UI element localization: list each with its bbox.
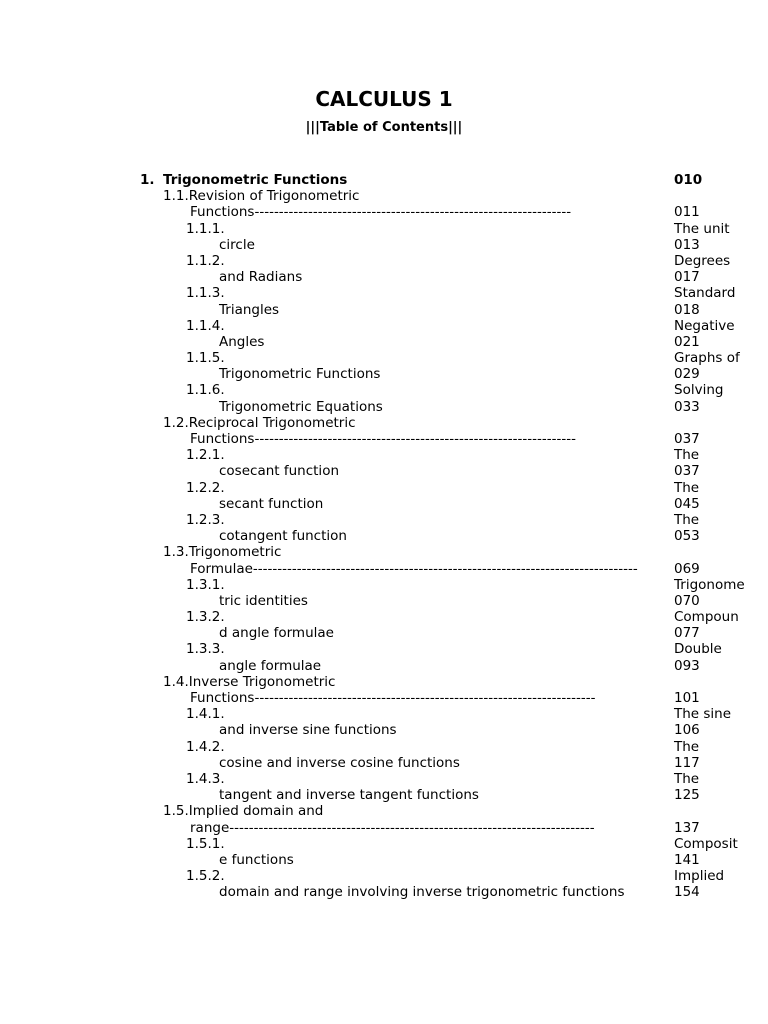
toc-entry-page: 033: [674, 398, 700, 415]
toc-entry: [0, 318, 768, 334]
toc-entry-label: 1.2.1.: [186, 447, 225, 464]
toc-entry-page: The: [674, 511, 700, 528]
toc-entry-label: cotangent function: [219, 528, 347, 545]
toc-entry-page: The: [674, 738, 700, 755]
toc-entry: [0, 285, 768, 301]
toc-entry: [0, 496, 768, 512]
toc-entry: [0, 690, 768, 706]
toc-entry-label: 1.1.6.: [186, 382, 225, 399]
toc-entry: [0, 658, 768, 674]
toc-entry-label: Functions------------------------------------------------------------------: [190, 431, 576, 447]
toc-entry: [0, 674, 768, 690]
toc-entry: [0, 739, 768, 755]
toc-entry-label: cosine and inverse cosine functions: [219, 754, 460, 771]
toc-entry-page: 125: [674, 787, 700, 804]
toc-entry: [0, 609, 768, 625]
toc-entry: [0, 447, 768, 463]
toc-entry: [0, 722, 768, 738]
toc-entry-label: 1.4.1.: [186, 706, 225, 723]
table-of-contents: [0, 172, 768, 900]
toc-entry-label: Formulae-------------------------------------------------------------------------------: [190, 560, 638, 577]
toc-entry: [0, 350, 768, 366]
toc-entry-page: The: [674, 770, 700, 787]
toc-entry-page: 013: [674, 236, 700, 253]
toc-entry-label: and Radians: [219, 269, 303, 286]
toc-entry-page: 141: [674, 851, 700, 868]
toc-entry: [0, 755, 768, 771]
chapter-page-number: 010: [674, 172, 703, 188]
toc-entry-page: Negative: [674, 317, 735, 334]
toc-entry-page: Trigonome: [674, 576, 745, 593]
toc-entry-label: 1.2.3.: [186, 511, 225, 528]
toc-entry-label: 1.3.2.: [186, 609, 225, 626]
toc-entry-label: cosecant function: [219, 463, 340, 480]
toc-entry-label: e functions: [219, 851, 294, 868]
toc-entry-label: 1.5.Implied domain and: [163, 803, 324, 820]
toc-entry-label: d angle formulae: [219, 625, 334, 642]
toc-entry-page: The: [674, 479, 700, 496]
toc-entry-label: 1.3.3.: [186, 641, 225, 658]
toc-entry-label: 1.2.2.: [186, 479, 225, 496]
toc-entry-label: range---------------------------------------------------------------------------: [190, 819, 595, 836]
toc-entry-page: 077: [674, 625, 700, 642]
toc-entry: [0, 593, 768, 609]
toc-entry-label: 1.1.3.: [186, 285, 225, 302]
toc-entry: [0, 480, 768, 496]
toc-entry: [0, 884, 768, 900]
toc-entry-page: 037: [674, 463, 700, 480]
toc-entry: [0, 544, 768, 560]
toc-entry-page: 017: [674, 269, 700, 286]
toc-entry: [0, 852, 768, 868]
toc-entry: [0, 253, 768, 269]
toc-entry-page: 117: [674, 754, 700, 771]
toc-entry-label: 1.4.3.: [186, 770, 225, 787]
toc-entry-label: 1.1.2.: [186, 252, 225, 269]
toc-entry-page: 069: [674, 560, 700, 577]
chapter-title: Trigonometric Functions: [163, 172, 348, 188]
toc-entry: [0, 641, 768, 657]
toc-entry: [0, 868, 768, 884]
toc-entry-page: The sine: [674, 706, 732, 723]
toc-entry-page: 106: [674, 722, 700, 739]
toc-entry: [0, 237, 768, 253]
toc-entry-label: Angles: [219, 333, 265, 350]
toc-entry-label: circle: [219, 236, 255, 253]
toc-entry-page: Compoun: [674, 609, 739, 626]
toc-entry-label: and inverse sine functions: [219, 722, 397, 739]
toc-entry: [0, 820, 768, 836]
toc-entry-page: Graphs of: [674, 350, 740, 367]
toc-entry-label: 1.4.Inverse Trigonometric: [163, 673, 336, 690]
toc-entry: [0, 836, 768, 852]
toc-entry-page: Implied: [674, 868, 725, 885]
toc-entry: [0, 577, 768, 593]
toc-entry-label: Trigonometric Equations: [219, 398, 383, 415]
toc-entry-page: 093: [674, 657, 700, 674]
toc-entry: [0, 561, 768, 577]
toc-entry: [0, 399, 768, 415]
toc-entry-page: 070: [674, 592, 700, 609]
toc-entry-label: 1.: [140, 172, 155, 188]
toc-entry-page: Standard: [674, 285, 736, 302]
toc-entry-label: Trigonometric Functions: [219, 366, 381, 383]
toc-entry-page: Degrees: [674, 252, 731, 269]
toc-entry-label: 1.3.Trigonometric: [163, 544, 282, 561]
toc-entry-page: 053: [674, 528, 700, 545]
toc-entry-page: 101: [674, 690, 700, 706]
toc-entry: [0, 188, 768, 204]
toc-entry: [0, 221, 768, 237]
toc-entry-label: 1.1.4.: [186, 317, 225, 334]
toc-entry: [0, 803, 768, 819]
toc-entry-label: 1.1.Revision of Trigonometric: [163, 188, 360, 205]
toc-entry: [0, 625, 768, 641]
toc-entry-label: 1.3.1.: [186, 576, 225, 593]
toc-entry: [0, 431, 768, 447]
toc-entry: [0, 512, 768, 528]
toc-entry: [0, 415, 768, 431]
toc-entry-page: Solving: [674, 382, 724, 399]
toc-entry: [0, 463, 768, 479]
document-title: CALCULUS 1: [315, 87, 453, 111]
toc-entry-page: 137: [674, 819, 700, 836]
toc-entry: [0, 787, 768, 803]
toc-entry: [0, 366, 768, 382]
toc-entry-page: 154: [674, 884, 700, 901]
toc-entry-label: tangent and inverse tangent functions: [219, 787, 479, 804]
toc-entry-label: Triangles: [219, 301, 280, 318]
toc-entry-page: Composit: [674, 835, 738, 852]
toc-entry: [0, 302, 768, 318]
toc-entry: [0, 204, 768, 220]
toc-entry-label: Functions-----------------------------------------------------------------: [190, 204, 572, 221]
toc-entry-label: angle formulae: [219, 657, 322, 674]
toc-entry: [0, 334, 768, 350]
toc-entry-label: 1.1.1.: [186, 220, 225, 237]
toc-entry: [0, 172, 768, 188]
toc-entry-label: secant function: [219, 495, 324, 512]
toc-entry-page: 037: [674, 431, 700, 447]
toc-entry-page: 011: [674, 204, 700, 221]
toc-entry-label: tric identities: [219, 592, 308, 609]
toc-entry-label: Functions----------------------------------------------------------------------: [190, 690, 596, 706]
toc-entry-page: The: [674, 447, 700, 464]
toc-entry-page: 021: [674, 333, 700, 350]
toc-entry: [0, 771, 768, 787]
toc-entry-label: 1.5.1.: [186, 835, 225, 852]
toc-entry-label: 1.4.2.: [186, 738, 225, 755]
toc-entry-label: 1.1.5.: [186, 350, 225, 367]
toc-entry-page: Double: [674, 641, 722, 658]
toc-entry-label: 1.5.2.: [186, 868, 225, 885]
toc-entry-page: 018: [674, 301, 700, 318]
toc-entry: [0, 382, 768, 398]
toc-entry-label: 1.2.Reciprocal Trigonometric: [163, 414, 356, 431]
toc-heading: |||Table of Contents|||: [305, 120, 463, 135]
toc-entry-page: 045: [674, 495, 700, 512]
toc-entry: [0, 528, 768, 544]
toc-entry-page: The unit: [674, 220, 730, 237]
toc-entry-page: 029: [674, 366, 700, 383]
toc-entry-label: domain and range involving inverse trigonometric functions: [219, 884, 625, 901]
toc-entry: [0, 706, 768, 722]
toc-entry: [0, 269, 768, 285]
